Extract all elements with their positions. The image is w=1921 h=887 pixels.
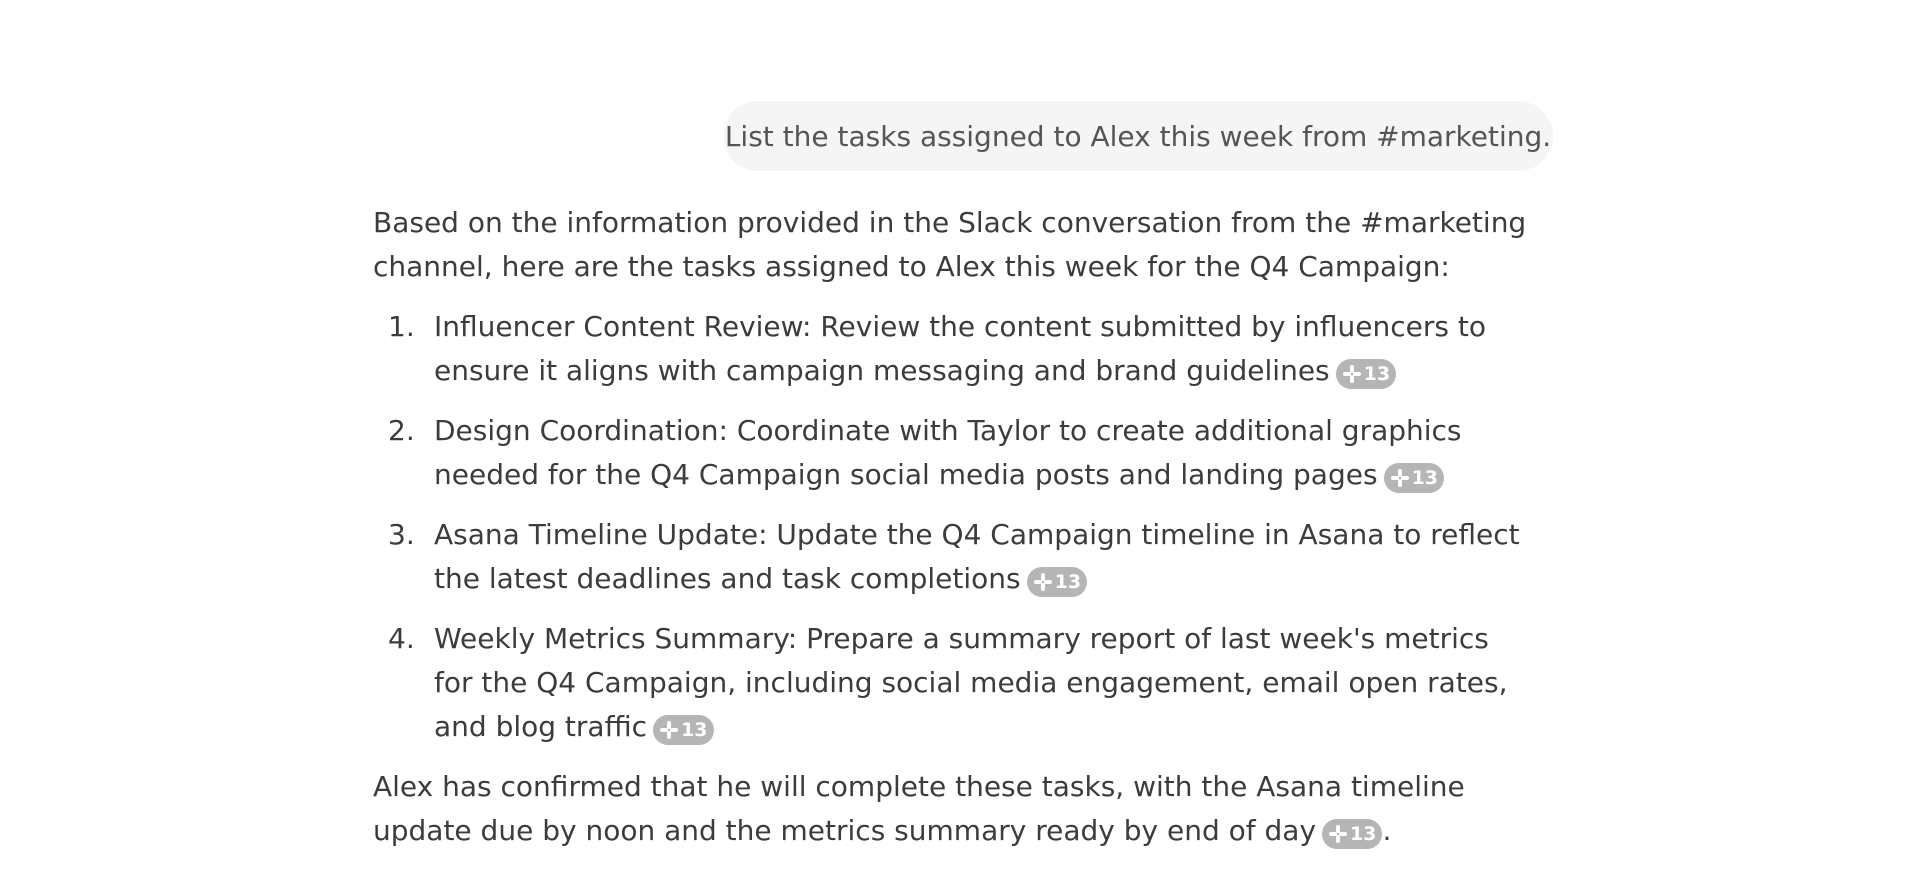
list-item: [373, 409, 1533, 497]
task-number: 4.: [388, 622, 415, 655]
list-item: [373, 305, 1533, 393]
task-list: [373, 305, 1533, 749]
user-message-text: List the tasks assigned to Alex this week from #marketing.: [724, 119, 1552, 153]
citation-number: 13: [1363, 363, 1391, 385]
citation-badge[interactable]: [1027, 567, 1087, 597]
conclusion-period: .: [1382, 814, 1392, 847]
conclusion-text: Alex has confirmed that he will complete these tasks, with the Asana timeline update due by noon and the metrics summary ready by end of day: [373, 770, 1465, 847]
citation-badge[interactable]: [1336, 359, 1396, 389]
user-message-bubble: [723, 101, 1553, 171]
citation-number: 13: [1054, 571, 1082, 593]
assistant-response: [373, 201, 1533, 853]
citation-badge[interactable]: [1384, 463, 1444, 493]
response-conclusion: [373, 765, 1533, 853]
citation-number: 13: [1350, 823, 1377, 845]
task-number: 1.: [388, 310, 415, 343]
slack-icon: [659, 720, 679, 740]
citation-badge[interactable]: [653, 715, 713, 745]
slack-icon: [1328, 824, 1348, 844]
task-text: Design Coordination: Coordinate with Taylor to create additional graphics needed for the Q4 Campaign social media posts and landing pages: [434, 414, 1462, 491]
list-item: [373, 513, 1533, 601]
task-text: Influencer Content Review: Review the content submitted by influencers to ensure it aligns with campaign messaging and brand guidelines: [434, 310, 1486, 387]
slack-icon: [1390, 468, 1410, 488]
task-text: Weekly Metrics Summary: Prepare a summary report of last week's metrics for the Q4 Campaign, including social media engagement, email open rates, and blog traffic: [434, 622, 1508, 743]
task-number: 3.: [388, 518, 415, 551]
slack-icon: [1342, 364, 1362, 384]
slack-icon: [1033, 572, 1053, 592]
citation-number: 13: [681, 719, 708, 741]
task-text: Asana Timeline Update: Update the Q4 Campaign timeline in Asana to reflect the latest deadlines and task completions: [434, 518, 1520, 595]
response-intro: Based on the information provided in the Slack conversation from the #marketing channel, here are the tasks assigned to Alex this week for the Q4 Campaign:: [373, 206, 1527, 283]
task-number: 2.: [388, 414, 415, 447]
citation-badge[interactable]: [1322, 819, 1382, 849]
list-item: [373, 617, 1533, 749]
citation-number: 13: [1411, 467, 1439, 489]
